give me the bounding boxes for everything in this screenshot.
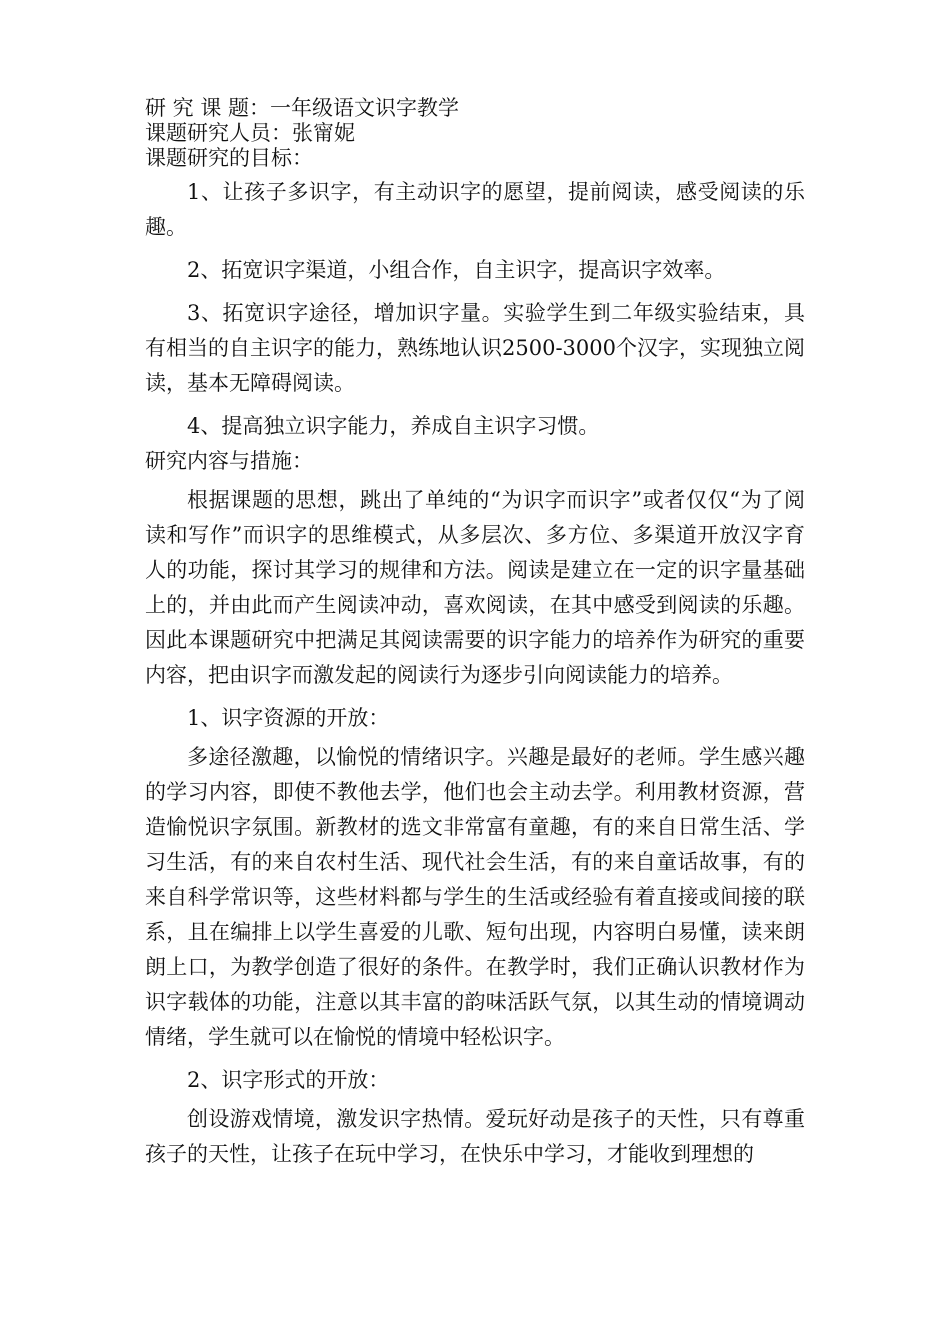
researcher-line: 课题研究人员：张甯妮 <box>145 121 355 145</box>
subsection-1-heading: 1、识字资源的开放： <box>187 706 390 730</box>
subsection-2-paragraph: 创设游戏情境，激发识字热情。爱玩好动是孩子的天性，只有尊重孩子的天性，让孩子在玩中学习，在快乐中学习，才能收到理想的 <box>145 1107 805 1166</box>
document-body <box>145 96 805 1172</box>
goal-item-4: 4、提高独立识字能力，养成自主识字习惯。 <box>187 414 600 438</box>
subsection-2-heading: 2、识字形式的开放： <box>187 1068 390 1092</box>
topic-line: 研 究 课 题：一年级语文识字教学 <box>145 96 460 120</box>
subsection-1-paragraph: 多途径激趣，以愉悦的情绪识字。兴趣是最好的老师。学生感兴趣的学习内容，即使不教他去学，他们也会主动去学。利用教材资源，营造愉悦识字氛围。新教材的选文非常富有童趣，有的来自日常生活、学习生活，有的来自农村生活、现代社会生活，有的来自童话故事，有的来自科学常识等，这些材料都与学生的生活或经验有着直接或间接的联系，且在编排上以学生喜爱的儿歌、短句出现，内容明白易懂，读来朗朗上口，为教学创造了很好的条件。在教学时，我们正确认识教材作为识字载体的功能，注意以其丰富的韵味活跃气氛，以其生动的情境调动情绪，学生就可以在愉悦的情境中轻松识字。 <box>145 745 805 1049</box>
goal-item-2: 2、拓宽识字渠道，小组合作，自主识字，提高识字效率。 <box>187 258 726 282</box>
goals-heading: 课题研究的目标： <box>145 146 313 170</box>
content-intro-paragraph: 根据课题的思想，跳出了单纯的“为识字而识字”或者仅仅“为了阅读和写作”而识字的思维模式，从多层次、多方位、多渠道开放汉字育人的功能，探讨其学习的规律和方法。阅读是建立在一定的识字量基础上的，并由此而产生阅读冲动，喜欢阅读，在其中感受到阅读的乐趣。因此本课题研究中把满足其阅读需要的识字能力的培养作为研究的重要内容，把由识字而激发起的阅读行为逐步引向阅读能力的培养。 <box>145 488 805 687</box>
content-section-heading: 研究内容与措施： <box>145 449 313 473</box>
goal-item-1: 1、让孩子多识字，有主动识字的愿望，提前阅读，感受阅读的乐趣。 <box>145 180 805 239</box>
goal-item-3: 3、拓宽识字途径，增加识字量。实验学生到二年级实验结束，具有相当的自主识字的能力，熟练地认识2500-3000个汉字，实现独立阅读，基本无障碍阅读。 <box>145 301 805 395</box>
